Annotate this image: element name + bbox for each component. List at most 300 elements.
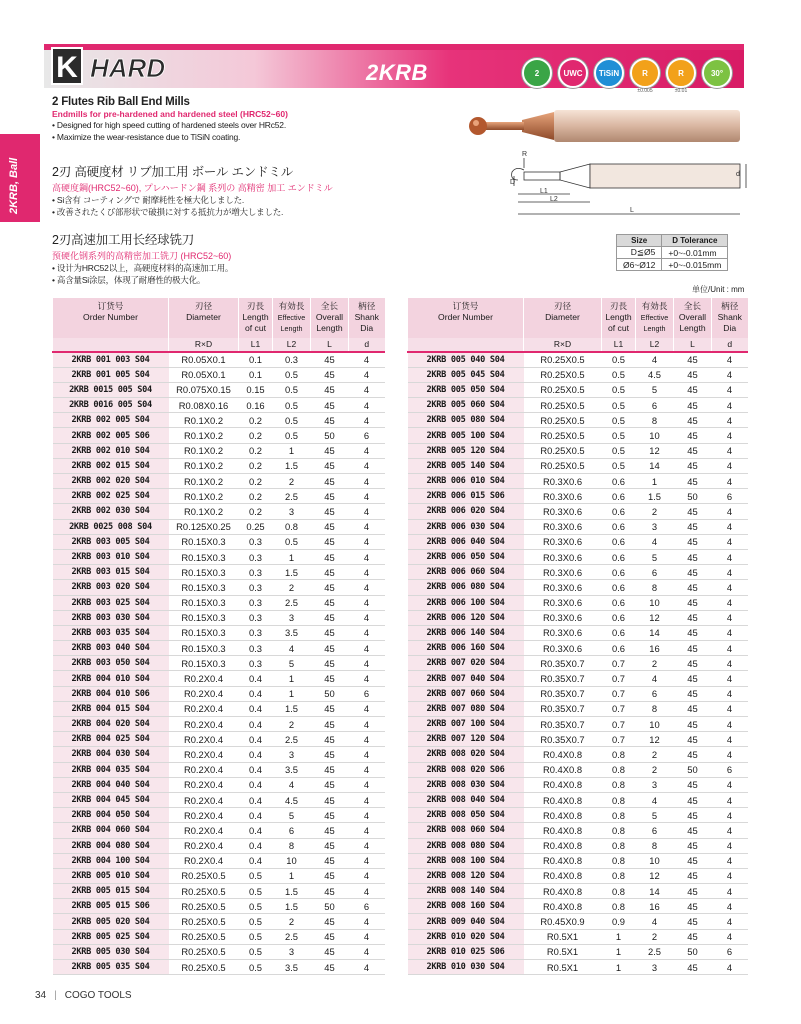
effective-length-cell: 8 (273, 838, 311, 853)
table-row (53, 777, 385, 792)
overall-length-cell: 45 (674, 474, 712, 489)
table-row (408, 747, 748, 762)
table-row (53, 762, 385, 777)
shank-dia-cell: 4 (712, 474, 748, 489)
diameter-cell: R0.25X0.5 (524, 352, 602, 367)
shank-dia-cell: 4 (712, 717, 748, 732)
table-row (408, 367, 748, 382)
order-number-cell: 2KRB 002 010 S04 (53, 443, 169, 458)
overall-length-cell: 45 (311, 656, 349, 671)
order-number-cell: 2KRB 008 050 S04 (408, 808, 524, 823)
order-number-cell: 2KRB 006 160 S04 (408, 641, 524, 656)
order-number-cell: 2KRB 004 080 S04 (53, 838, 169, 853)
diameter-cell: R0.35X0.7 (524, 701, 602, 716)
shank-dia-cell: 6 (712, 762, 748, 777)
length-of-cut-cell: 0.5 (239, 868, 273, 883)
length-of-cut-cell: 0.5 (239, 884, 273, 899)
table-row (53, 656, 385, 671)
effective-length-cell: 10 (636, 595, 674, 610)
shank-dia-cell: 4 (349, 641, 385, 656)
effective-length-cell: 4 (273, 777, 311, 792)
diameter-cell: R0.1X0.2 (169, 443, 239, 458)
table-row (408, 929, 748, 944)
side-tab: 2KRB, Ball (0, 134, 40, 222)
order-number-cell: 2KRB 009 040 S04 (408, 914, 524, 929)
shank-dia-cell: 4 (712, 458, 748, 473)
length-of-cut-cell: 0.5 (239, 899, 273, 914)
effective-length-cell: 12 (636, 443, 674, 458)
length-of-cut-cell: 0.3 (239, 610, 273, 625)
effective-length-cell: 6 (273, 823, 311, 838)
length-of-cut-cell: 0.3 (239, 641, 273, 656)
overall-length-cell: 45 (674, 686, 712, 701)
effective-length-cell: 1.5 (273, 565, 311, 580)
length-of-cut-cell: 0.5 (602, 352, 636, 367)
overall-length-cell: 45 (311, 534, 349, 549)
table-row (408, 458, 748, 473)
table-row (408, 853, 748, 868)
table-row (408, 899, 748, 914)
drawing-label: L1 (540, 188, 548, 195)
effective-length-cell: 0.8 (273, 519, 311, 534)
length-of-cut-cell: 0.5 (602, 398, 636, 413)
col-order-number: 订货号 Order Number (408, 298, 524, 338)
length-of-cut-cell: 0.6 (602, 580, 636, 595)
overall-length-cell: 45 (674, 610, 712, 625)
overall-length-cell: 45 (311, 610, 349, 625)
feature-bullet: • Maximize the wear-resistance due to TiSiN coating. (52, 132, 241, 142)
effective-length-cell: 2 (273, 717, 311, 732)
shank-dia-cell: 4 (712, 686, 748, 701)
length-of-cut-cell: 0.5 (602, 413, 636, 428)
shank-dia-cell: 4 (349, 458, 385, 473)
shank-dia-cell: 4 (712, 398, 748, 413)
shank-dia-cell: 4 (349, 747, 385, 762)
diameter-cell: R0.25X0.5 (524, 428, 602, 443)
overall-length-cell: 45 (674, 595, 712, 610)
order-number-cell: 2KRB 004 025 S04 (53, 732, 169, 747)
shank-dia-cell: 4 (712, 884, 748, 899)
subheader-cell: d (712, 338, 748, 352)
diameter-cell: R0.08X0.16 (169, 398, 239, 413)
effective-length-cell: 8 (636, 838, 674, 853)
shank-dia-cell: 4 (712, 792, 748, 807)
tolerance-header: D Tolerance (662, 235, 728, 247)
shank-dia-cell: 4 (712, 549, 748, 564)
table-row (408, 580, 748, 595)
overall-length-cell: 45 (311, 367, 349, 382)
effective-length-cell: 3 (273, 747, 311, 762)
overall-length-cell: 45 (311, 884, 349, 899)
table-row (53, 610, 385, 625)
order-number-cell: 2KRB 003 040 S04 (53, 641, 169, 656)
diameter-cell: R0.4X0.8 (524, 838, 602, 853)
length-of-cut-cell: 0.7 (602, 686, 636, 701)
effective-length-cell: 2 (636, 656, 674, 671)
effective-length-cell: 1.5 (636, 489, 674, 504)
order-number-cell: 2KRB 005 025 S04 (53, 929, 169, 944)
table-row (53, 565, 385, 580)
order-number-cell: 2KRB 008 100 S04 (408, 853, 524, 868)
table-row (53, 367, 385, 382)
table-row (53, 549, 385, 564)
overall-length-cell: 45 (311, 549, 349, 564)
effective-length-cell: 4.5 (273, 792, 311, 807)
table-row (53, 413, 385, 428)
order-number-cell: 2KRB 001 003 S04 (53, 352, 169, 367)
effective-length-cell: 3.5 (273, 625, 311, 640)
effective-length-cell: 0.5 (273, 413, 311, 428)
length-of-cut-cell: 0.4 (239, 792, 273, 807)
order-number-cell: 2KRB 002 005 S04 (53, 413, 169, 428)
table-body (53, 352, 385, 975)
shank-dia-cell: 4 (712, 853, 748, 868)
length-of-cut-cell: 0.4 (239, 808, 273, 823)
length-of-cut-cell: 0.8 (602, 899, 636, 914)
diameter-cell: R0.2X0.4 (169, 732, 239, 747)
length-of-cut-cell: 0.2 (239, 443, 273, 458)
diameter-cell: R0.3X0.6 (524, 489, 602, 504)
effective-length-cell: 5 (273, 808, 311, 823)
order-number-cell: 2KRB 006 040 S04 (408, 534, 524, 549)
overall-length-cell: 45 (674, 458, 712, 473)
overall-length-cell: 45 (311, 382, 349, 397)
diameter-cell: R0.3X0.6 (524, 595, 602, 610)
col-diameter: 刃径 Diameter (524, 298, 602, 338)
length-of-cut-cell: 0.3 (239, 656, 273, 671)
effective-length-cell: 2.5 (273, 595, 311, 610)
svg-text:K: K (56, 51, 78, 84)
effective-length-cell: 16 (636, 641, 674, 656)
table-row (408, 717, 748, 732)
effective-length-cell: 8 (636, 701, 674, 716)
product-table-left (52, 298, 385, 975)
subheader-cell: L (311, 338, 349, 352)
overall-length-cell: 45 (311, 641, 349, 656)
order-number-cell: 2KRB 004 050 S04 (53, 808, 169, 823)
length-of-cut-cell: 0.4 (239, 701, 273, 716)
table-row (53, 808, 385, 823)
diameter-cell: R0.075X0.15 (169, 382, 239, 397)
tolerance-value: +0~-0.01mm (662, 247, 728, 259)
order-number-cell: 2KRB 004 040 S04 (53, 777, 169, 792)
length-of-cut-cell: 0.6 (602, 489, 636, 504)
diameter-cell: R0.2X0.4 (169, 792, 239, 807)
diameter-cell: R0.1X0.2 (169, 413, 239, 428)
table-row (53, 823, 385, 838)
effective-length-cell: 0.3 (273, 352, 311, 367)
overall-length-cell: 45 (311, 929, 349, 944)
order-number-cell: 2KRB 008 060 S04 (408, 823, 524, 838)
order-number-cell: 2KRB 003 035 S04 (53, 625, 169, 640)
effective-length-cell: 2 (636, 504, 674, 519)
drawing-label: L2 (550, 196, 558, 203)
order-number-cell: 2KRB 002 025 S04 (53, 489, 169, 504)
table-row (53, 899, 385, 914)
col-effective-length: 有効長 Effective Length (273, 298, 311, 338)
order-number-cell: 2KRB 010 025 S06 (408, 944, 524, 959)
table-row (53, 732, 385, 747)
diameter-cell: R0.15X0.3 (169, 565, 239, 580)
effective-length-cell: 3.5 (273, 960, 311, 975)
order-number-cell: 2KRB 003 030 S04 (53, 610, 169, 625)
effective-length-cell: 12 (636, 610, 674, 625)
page-footer: 34 | COGO TOOLS (35, 990, 132, 1001)
shank-dia-cell: 4 (349, 352, 385, 367)
diameter-cell: R0.2X0.4 (169, 747, 239, 762)
shank-dia-cell: 4 (712, 656, 748, 671)
table-row (53, 868, 385, 883)
table-row (53, 717, 385, 732)
col-effective-length: 有効長 Effective Length (636, 298, 674, 338)
shank-dia-cell: 4 (349, 732, 385, 747)
order-number-cell: 2KRB 008 140 S04 (408, 884, 524, 899)
diameter-cell: R0.4X0.8 (524, 792, 602, 807)
product-title: 2 Flutes Rib Ball End Mills (52, 96, 190, 108)
shank-dia-cell: 6 (712, 944, 748, 959)
effective-length-cell: 1.5 (273, 458, 311, 473)
order-number-cell: 2KRB 0016 005 S04 (53, 398, 169, 413)
order-number-cell: 2KRB 010 020 S04 (408, 929, 524, 944)
length-of-cut-cell: 0.8 (602, 853, 636, 868)
drawing-label: d (736, 171, 740, 178)
effective-length-cell: 10 (273, 853, 311, 868)
order-number-cell: 2KRB 006 080 S04 (408, 580, 524, 595)
order-number-cell: 2KRB 002 020 S04 (53, 474, 169, 489)
order-number-cell: 2KRB 005 100 S04 (408, 428, 524, 443)
shank-dia-cell: 4 (712, 914, 748, 929)
overall-length-cell: 45 (674, 382, 712, 397)
length-of-cut-cell: 0.6 (602, 595, 636, 610)
overall-length-cell: 45 (674, 792, 712, 807)
order-number-cell: 2KRB 0025 008 S04 (53, 519, 169, 534)
length-of-cut-cell: 0.25 (239, 519, 273, 534)
diameter-cell: R0.35X0.7 (524, 656, 602, 671)
overall-length-cell: 45 (674, 717, 712, 732)
diameter-cell: R0.4X0.8 (524, 747, 602, 762)
length-of-cut-cell: 0.5 (602, 458, 636, 473)
order-number-cell: 2KRB 005 060 S04 (408, 398, 524, 413)
col-overall-length: 全长 Overall Length (311, 298, 349, 338)
order-number-cell: 2KRB 005 050 S04 (408, 382, 524, 397)
table-row (53, 701, 385, 716)
order-number-cell: 2KRB 007 060 S04 (408, 686, 524, 701)
effective-length-cell: 14 (636, 458, 674, 473)
diameter-cell: R0.1X0.2 (169, 458, 239, 473)
table-row (408, 519, 748, 534)
table-row (408, 534, 748, 549)
table-row (53, 504, 385, 519)
product-subtitle-jp: 高硬度鋼(HRC52~60), プレハードン鋼 系列の 高精密 加工 エンドミル (52, 183, 333, 193)
drawing-label: L (630, 207, 634, 214)
overall-length-cell: 45 (311, 671, 349, 686)
table-body (408, 352, 748, 975)
order-number-cell: 2KRB 004 015 S04 (53, 701, 169, 716)
length-of-cut-cell: 0.4 (239, 853, 273, 868)
badge-note: ±0.005 (637, 88, 653, 94)
order-number-cell: 2KRB 004 020 S04 (53, 717, 169, 732)
product-table-right (407, 298, 748, 975)
effective-length-cell: 2.5 (273, 489, 311, 504)
length-of-cut-cell: 0.6 (602, 641, 636, 656)
diameter-cell: R0.3X0.6 (524, 474, 602, 489)
order-number-cell: 2KRB 005 015 S04 (53, 884, 169, 899)
diameter-cell: R0.2X0.4 (169, 808, 239, 823)
order-number-cell: 2KRB 008 080 S04 (408, 838, 524, 853)
length-of-cut-cell: 0.8 (602, 823, 636, 838)
overall-length-cell: 45 (674, 853, 712, 868)
shank-dia-cell: 4 (349, 580, 385, 595)
shank-dia-cell: 4 (712, 641, 748, 656)
overall-length-cell: 45 (311, 458, 349, 473)
overall-length-cell: 45 (311, 732, 349, 747)
order-number-cell: 2KRB 006 140 S04 (408, 625, 524, 640)
diameter-cell: R0.3X0.6 (524, 610, 602, 625)
effective-length-cell: 10 (636, 428, 674, 443)
subheader-cell (408, 338, 524, 352)
shank-dia-cell: 4 (349, 717, 385, 732)
table-row (53, 489, 385, 504)
order-number-cell: 2KRB 008 020 S06 (408, 762, 524, 777)
order-number-cell: 2KRB 007 040 S04 (408, 671, 524, 686)
length-of-cut-cell: 0.15 (239, 382, 273, 397)
diameter-cell: R0.3X0.6 (524, 549, 602, 564)
subheader-cell: d (349, 338, 385, 352)
overall-length-cell: 50 (311, 686, 349, 701)
length-of-cut-cell: 0.1 (239, 367, 273, 382)
shank-dia-cell: 4 (712, 929, 748, 944)
table-row (408, 732, 748, 747)
subheader-cell: L1 (602, 338, 636, 352)
order-number-cell: 2KRB 007 100 S04 (408, 717, 524, 732)
order-number-cell: 2KRB 007 020 S04 (408, 656, 524, 671)
shank-dia-cell: 4 (712, 352, 748, 367)
table-row (408, 443, 748, 458)
shank-dia-cell: 4 (349, 534, 385, 549)
diameter-cell: R0.25X0.5 (524, 382, 602, 397)
diameter-cell: R0.25X0.5 (169, 960, 239, 975)
table-row (408, 382, 748, 397)
length-of-cut-cell: 0.6 (602, 474, 636, 489)
overall-length-cell: 45 (674, 428, 712, 443)
overall-length-cell: 45 (674, 808, 712, 823)
subheader-cell: L1 (239, 338, 273, 352)
order-number-cell: 2KRB 002 030 S04 (53, 504, 169, 519)
length-of-cut-cell: 0.2 (239, 504, 273, 519)
diameter-cell: R0.125X0.25 (169, 519, 239, 534)
length-of-cut-cell: 0.5 (239, 929, 273, 944)
length-of-cut-cell: 0.8 (602, 884, 636, 899)
overall-length-cell: 45 (311, 413, 349, 428)
diameter-cell: R0.2X0.4 (169, 686, 239, 701)
shank-dia-cell: 4 (349, 367, 385, 382)
diameter-cell: R0.05X0.1 (169, 352, 239, 367)
diameter-cell: R0.15X0.3 (169, 656, 239, 671)
effective-length-cell: 6 (636, 823, 674, 838)
effective-length-cell: 1 (273, 443, 311, 458)
diameter-cell: R0.2X0.4 (169, 823, 239, 838)
order-number-cell: 2KRB 004 060 S04 (53, 823, 169, 838)
table-row (408, 762, 748, 777)
diameter-cell: R0.5X1 (524, 929, 602, 944)
length-of-cut-cell: 0.8 (602, 792, 636, 807)
length-of-cut-cell: 0.4 (239, 747, 273, 762)
diameter-cell: R0.25X0.5 (169, 929, 239, 944)
length-of-cut-cell: 0.3 (239, 549, 273, 564)
shank-dia-cell: 4 (712, 747, 748, 762)
table-row (53, 625, 385, 640)
shank-dia-cell: 4 (349, 474, 385, 489)
effective-length-cell: 0.5 (273, 398, 311, 413)
diameter-cell: R0.25X0.5 (524, 398, 602, 413)
effective-length-cell: 3 (273, 504, 311, 519)
length-of-cut-cell: 0.3 (239, 625, 273, 640)
effective-length-cell: 2 (273, 474, 311, 489)
overall-length-cell: 45 (674, 504, 712, 519)
effective-length-cell: 2 (636, 762, 674, 777)
shank-dia-cell: 4 (712, 625, 748, 640)
shank-dia-cell: 4 (712, 504, 748, 519)
shank-dia-cell: 4 (712, 428, 748, 443)
shank-dia-cell: 4 (349, 489, 385, 504)
overall-length-cell: 45 (311, 823, 349, 838)
diameter-cell: R0.15X0.3 (169, 595, 239, 610)
length-of-cut-cell: 0.16 (239, 398, 273, 413)
table-row (408, 625, 748, 640)
shank-dia-cell: 4 (712, 838, 748, 853)
effective-length-cell: 4.5 (636, 367, 674, 382)
table-row (53, 580, 385, 595)
effective-length-cell: 5 (636, 808, 674, 823)
overall-length-cell: 45 (311, 474, 349, 489)
diameter-cell: R0.25X0.5 (169, 868, 239, 883)
length-of-cut-cell: 0.6 (602, 625, 636, 640)
effective-length-cell: 0.5 (273, 534, 311, 549)
length-of-cut-cell: 0.7 (602, 671, 636, 686)
table-row (53, 686, 385, 701)
length-of-cut-cell: 1 (602, 960, 636, 975)
page-number: 34 (35, 990, 47, 1001)
effective-length-cell: 1.5 (273, 884, 311, 899)
table-row (53, 443, 385, 458)
overall-length-cell: 45 (311, 717, 349, 732)
overall-length-cell: 45 (311, 352, 349, 367)
length-of-cut-cell: 0.3 (239, 534, 273, 549)
diameter-cell: R0.25X0.5 (524, 413, 602, 428)
diameter-cell: R0.2X0.4 (169, 777, 239, 792)
table-row (408, 610, 748, 625)
flute-count-badge: 2 (522, 58, 552, 88)
shank-dia-cell: 4 (712, 808, 748, 823)
length-of-cut-cell: 0.4 (239, 686, 273, 701)
shank-dia-cell: 4 (712, 701, 748, 716)
length-of-cut-cell: 0.5 (602, 382, 636, 397)
feature-bullet: • 改善されたくび部形状で破損に対する抵抗力が増大しました. (52, 207, 284, 217)
effective-length-cell: 2 (273, 914, 311, 929)
overall-length-cell: 45 (674, 580, 712, 595)
product-title-cn: 2刃高速加工用长经球铣刀 (52, 233, 195, 247)
table-row (53, 458, 385, 473)
effective-length-cell: 2.5 (273, 732, 311, 747)
table-row (408, 808, 748, 823)
order-number-cell: 2KRB 008 020 S04 (408, 747, 524, 762)
diameter-cell: R0.3X0.6 (524, 641, 602, 656)
order-number-cell: 2KRB 005 030 S04 (53, 944, 169, 959)
overall-length-cell: 45 (311, 960, 349, 975)
order-number-cell: 2KRB 006 050 S04 (408, 549, 524, 564)
shank-dia-cell: 4 (349, 398, 385, 413)
overall-length-cell: 45 (674, 625, 712, 640)
